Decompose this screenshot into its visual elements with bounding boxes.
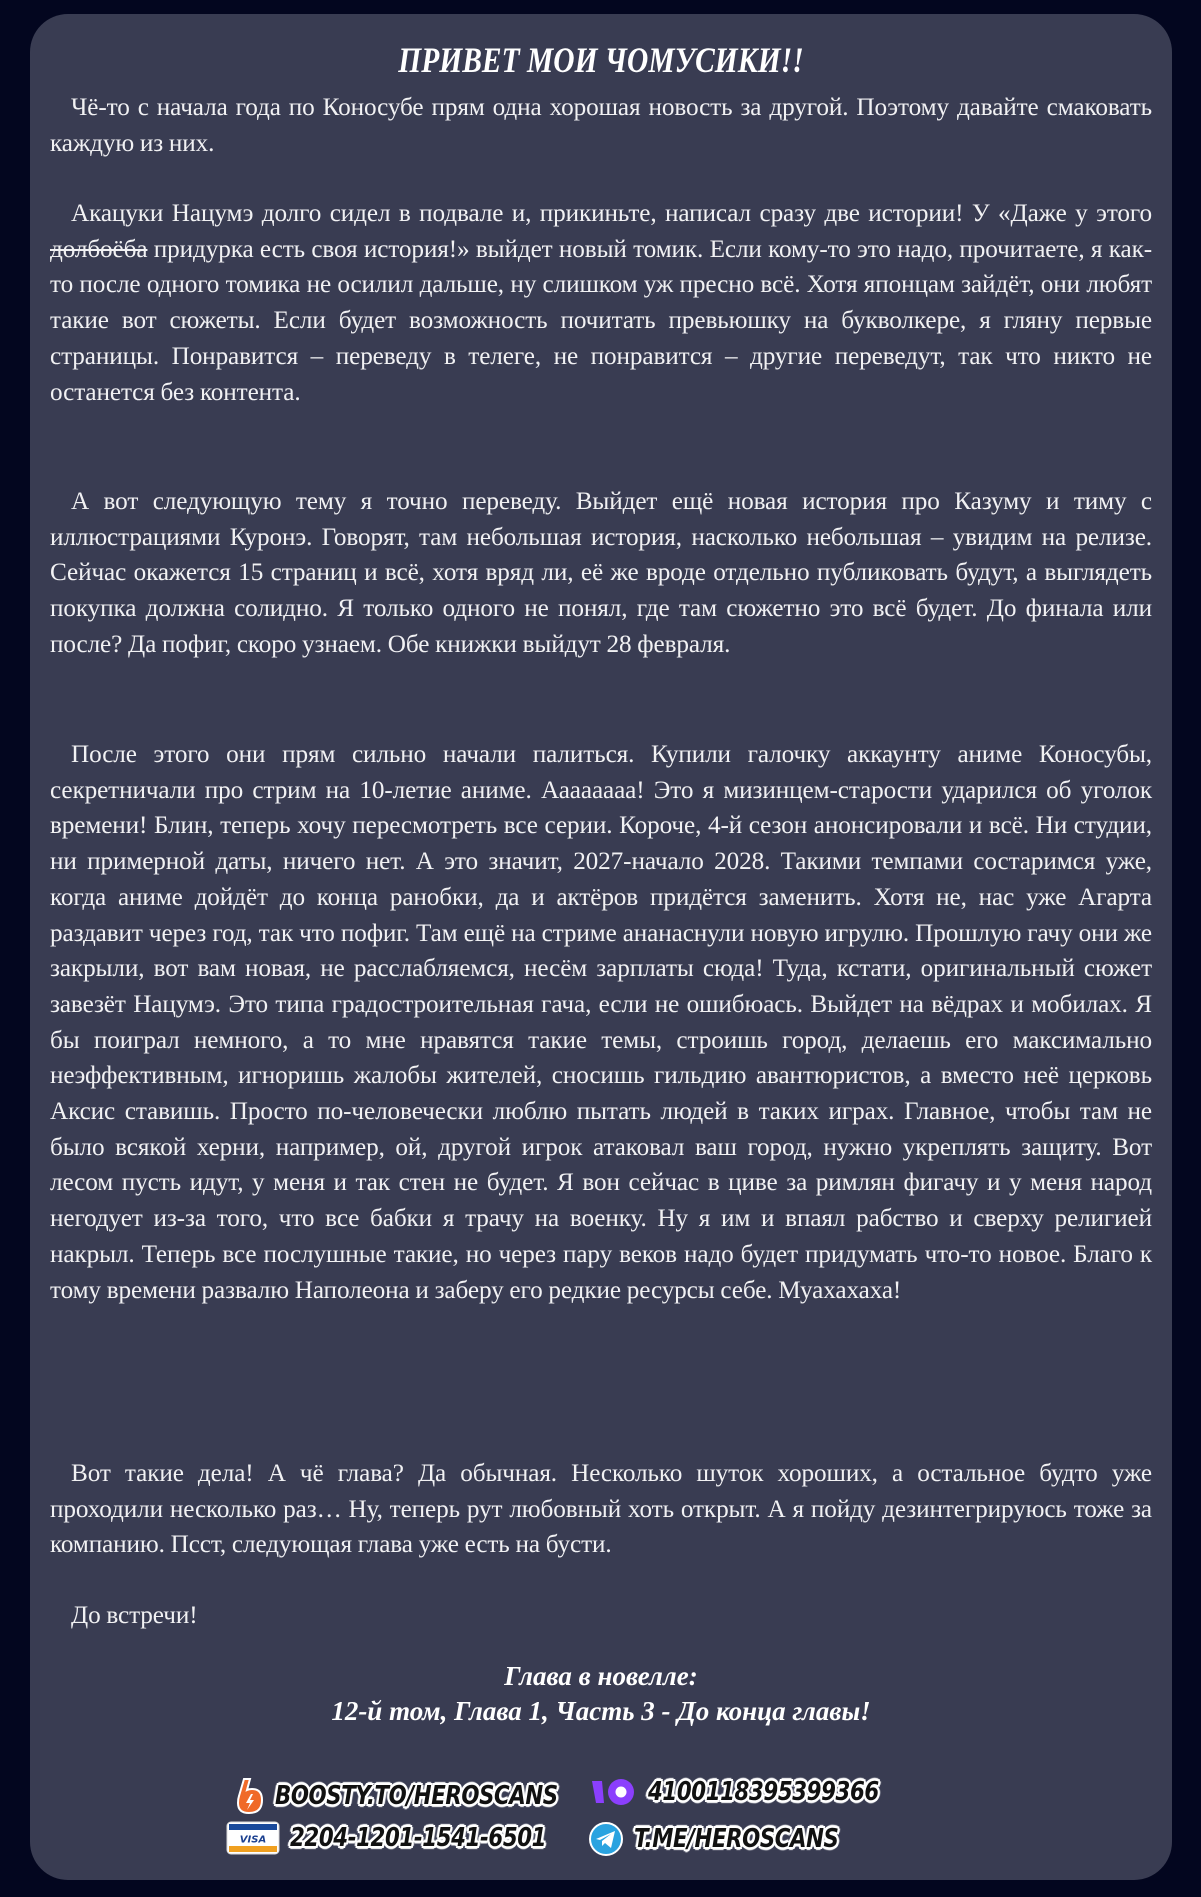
paragraph-text: Чё-то с начала года по Коносубе прям одна хорошая новость за другой. Поэтому давайте смаковать каждую из них. — [50, 94, 1152, 157]
visa-card-icon — [226, 1821, 280, 1855]
link-yoomoney[interactable] — [590, 1777, 929, 1807]
telegram-icon — [588, 1821, 624, 1857]
link-telegram[interactable] — [588, 1821, 883, 1857]
paragraph-new-stories — [50, 196, 1152, 410]
card-number-text: 2204-1201-1541-6501 — [290, 1823, 547, 1853]
link-visa-card[interactable] — [226, 1821, 602, 1855]
novel-reference-label: Глава в новелле: — [504, 1661, 698, 1691]
paragraph-intro — [50, 90, 1152, 161]
paragraph-text: До встречи! — [71, 1602, 198, 1629]
announcement-card — [30, 14, 1172, 1880]
yoomoney-icon — [590, 1777, 638, 1807]
link-boosty[interactable] — [235, 1777, 620, 1815]
paragraph-kazuma-story — [50, 484, 1152, 663]
strikethrough-word: долбоёба — [50, 235, 148, 263]
telegram-link-text: T.ME/HEROSCANS — [634, 1824, 839, 1854]
novel-reference — [30, 1659, 1172, 1729]
paragraph-text: После этого они прям сильно начали палиться. Купили галочку аккаунту аниме Коносубы, секретничали про стрим на 10-летие аниме. Ааааааaа! Это я мизинцем-старости ударился об уголок времени! Блин, теперь хочу пересмотреть все серии. Короче, 4-й сезон анонсировали и всё. Ни студии, ни примерной даты, ничего нет. А это значит, 2027-начало 2028. Такими темпами состаримся уже, когда аниме дойдёт до конца ранобки, да и актёров придётся заменить. Хотя не, нас уже Агарта раздавит через год, так что пофиг. Там ещё на стриме ананаснули новую игрулю. Прошлую гачу они же закрыли, вот вам новая, не расслабляемся, несём зарплаты сюда! Туда, кстати, оригинальный сюжет завезёт Нацумэ. Это типа градостроительная гача, если не ошибюась. Выйдет на вёдрах и мобилах. Я бы поиграл немного, а то мне нравятся такие темы, строишь город, делаешь его максимально неэффективным, игноришь жалобы жителей, сносишь гильдию авантюристов, а вместо неё церковь Аксис ставишь. Просто по-человечески люблю пытать людей в таких играх. Главное, чтобы там не было всякой херни, например, ой, другой игрок атаковал ваш город, нужно укреплять защиту. Вот лесом пусть идут, у меня и так стен не будет. Я вон сейчас в циве за римлян фигачу и у меня народ негодует из-за того, что все бабки я трачу на военку. Ну я им и впаял рабство и сверху религией накрыл. Теперь все послушные такие, но через пару веков надо будет придумать что-то новое. Благо к тому времени развалю Наполеона и заберу его редкие ресурсы себе. Муахахаха! — [50, 741, 1152, 1304]
page-title: ПРИВЕТ МОИ ЧОМУСИКИ!! — [398, 40, 804, 80]
paragraph-text: Вот такие дела! А чё глава? Да обычная. Несколько шуток хороших, а остальное будто уже проходили несколько раз… Ну, теперь рут любовный хоть открыт. А я пойду дезинтегрируюсь тоже за компанию. Псст, следующая глава уже есть на бусти. — [50, 1460, 1152, 1559]
paragraph-text: придурка есть своя история!» выйдет новый томик. Если кому-то это надо, прочитаете, я как-то после одного томика не осилил дальше, ну слишком уж пресно всё. Хотя японцам зайдёт, они любят такие вот сюжеты. Если будет возможность почитать превьюшку на букволкере, я гляну первые страницы. Понравится – переведу в телеге, не понравится – другие переведут, так что никто не останется без контента. — [50, 235, 1152, 406]
svg-text:VISA: VISA — [239, 1834, 267, 1846]
paragraph-farewell — [50, 1598, 1152, 1634]
paragraph-text: Акацуки Нацумэ долго сидел в подвале и, прикиньте, написал сразу две истории! У «Даже у этого — [71, 200, 1152, 227]
yoomoney-wallet-text: 4100118395399366 — [648, 1777, 879, 1807]
paragraph-anime-news — [50, 737, 1152, 1308]
boosty-icon — [235, 1777, 265, 1815]
boosty-link-text: BOOSTY.TO/HEROSCANS — [275, 1781, 558, 1811]
novel-reference-value: 12-й том, Глава 1, Часть 3 - До конца главы! — [331, 1696, 871, 1726]
paragraph-text: А вот следующую тему я точно переведу. Выйдет ещё новая история про Казуму и тиму с иллюстрациями Куронэ. Говорят, там небольшая история, насколько небольшая – увидим на релизе. Сейчас окажется 15 страниц и всё, хотя вряд ли, её же вроде отдельно публиковать будут, а выглядеть покупка должна солидно. Я только одного не понял, где там сюжетно это всё будет. До финала или после? Да пофиг, скоро узнаем. Обе книжки выйдут 28 февраля. — [50, 488, 1152, 658]
paragraph-chapter-notes — [50, 1456, 1152, 1563]
